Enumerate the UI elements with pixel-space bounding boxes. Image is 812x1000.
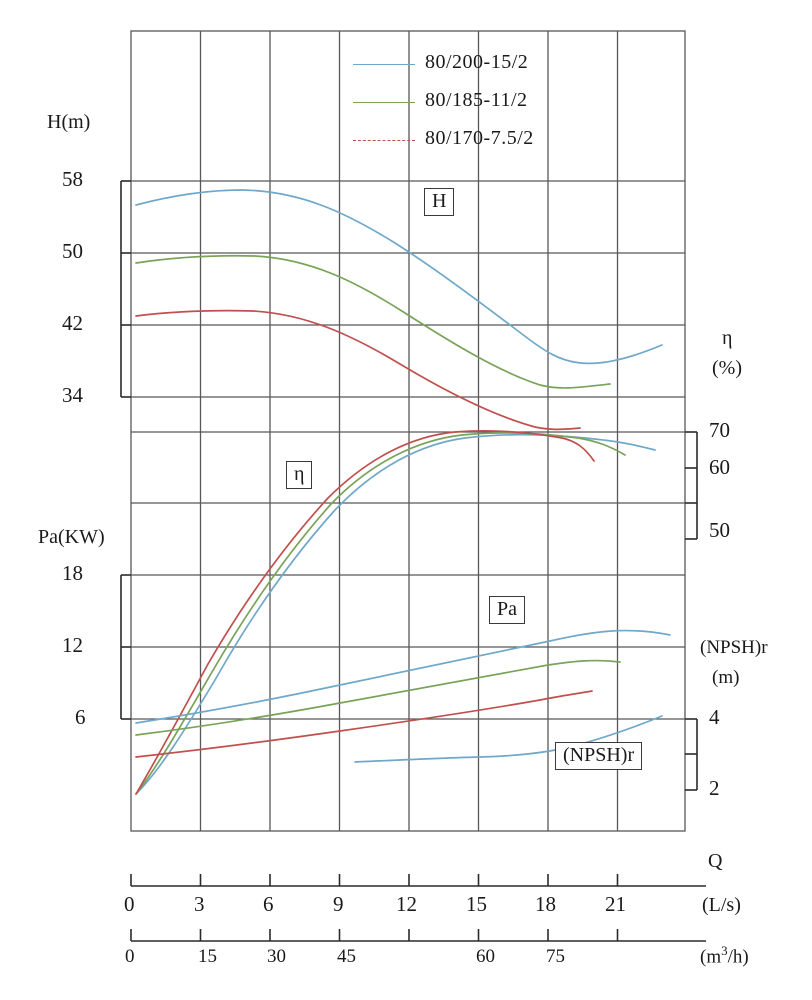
m3h-prefix: (m [700, 946, 722, 968]
h-tick-58: 58 [62, 167, 83, 191]
axis-ticks-left [121, 181, 131, 719]
curve-eta-80-200-15-2 [136, 435, 655, 794]
npsh-axis-symbol: (NPSH)r [700, 637, 768, 658]
npsh-curve-marker: (NPSH)r [555, 742, 642, 770]
eta-tick-70: 70 [709, 418, 730, 442]
axis-ticks-right [685, 432, 697, 790]
x-m3h-tick-15: 15 [198, 946, 217, 967]
x-ls-tick-0: 0 [124, 892, 135, 916]
pa-tick-18: 18 [62, 561, 83, 585]
legend-swatch-3 [353, 140, 415, 141]
npsh-tick-4: 4 [709, 705, 720, 729]
x-m3h-tick-45: 45 [337, 946, 356, 967]
x-ls-tick-21: 21 [605, 892, 626, 916]
legend-label-2: 80/185-11/2 [425, 89, 528, 111]
h-curve-marker: H [424, 188, 454, 216]
eta-axis-unit: (%) [712, 357, 742, 379]
x-m3h-tick-60: 60 [476, 946, 495, 967]
pa-curve-marker: Pa [489, 596, 525, 624]
x-ls-tick-3: 3 [194, 892, 205, 916]
curve-h-80-185-11-2 [136, 256, 610, 388]
h-tick-42: 42 [62, 311, 83, 335]
x-m3h-tick-75: 75 [546, 946, 565, 967]
curve-pa-80-170-7-5-2 [136, 691, 592, 757]
pa-tick-12: 12 [62, 633, 83, 657]
x-ls-tick-18: 18 [535, 892, 556, 916]
m3h-superscript: 3 [721, 943, 728, 958]
legend-swatch-1 [353, 64, 415, 65]
pa-tick-6: 6 [75, 705, 86, 729]
x-ls-tick-9: 9 [333, 892, 344, 916]
x-ls-tick-15: 15 [466, 892, 487, 916]
q-axis-unit-m3h [700, 944, 749, 967]
npsh-tick-2: 2 [709, 776, 720, 800]
h-tick-50: 50 [62, 239, 83, 263]
curve-eta-80-170-7-5-2 [136, 431, 594, 794]
eta-curve-marker: η [286, 461, 312, 489]
legend-swatch-2 [353, 102, 415, 103]
eta-axis-symbol: η [722, 327, 733, 349]
x-axis-m3h [131, 929, 706, 941]
h-axis-title: H(m) [47, 111, 91, 133]
npsh-axis-unit: (m) [712, 667, 740, 688]
q-axis-symbol: Q [708, 850, 723, 872]
eta-tick-50: 50 [709, 518, 730, 542]
eta-tick-60: 60 [709, 455, 730, 479]
x-m3h-tick-30: 30 [267, 946, 286, 967]
x-ls-tick-6: 6 [263, 892, 274, 916]
m3h-suffix: /h) [727, 946, 749, 968]
x-axis-ls [131, 874, 706, 886]
pa-axis-title: Pa(KW) [38, 526, 105, 548]
curve-eta-80-185-11-2 [136, 433, 625, 794]
x-ls-tick-12: 12 [396, 892, 417, 916]
x-m3h-tick-0: 0 [125, 946, 135, 967]
curve-h-80-200-15-2 [136, 190, 662, 363]
legend-label-1: 80/200-15/2 [425, 51, 529, 73]
h-tick-34: 34 [62, 383, 83, 407]
q-axis-unit-ls: (L/s) [702, 894, 741, 916]
legend-label-3: 80/170-7.5/2 [425, 127, 534, 149]
plot-grid [131, 31, 685, 831]
